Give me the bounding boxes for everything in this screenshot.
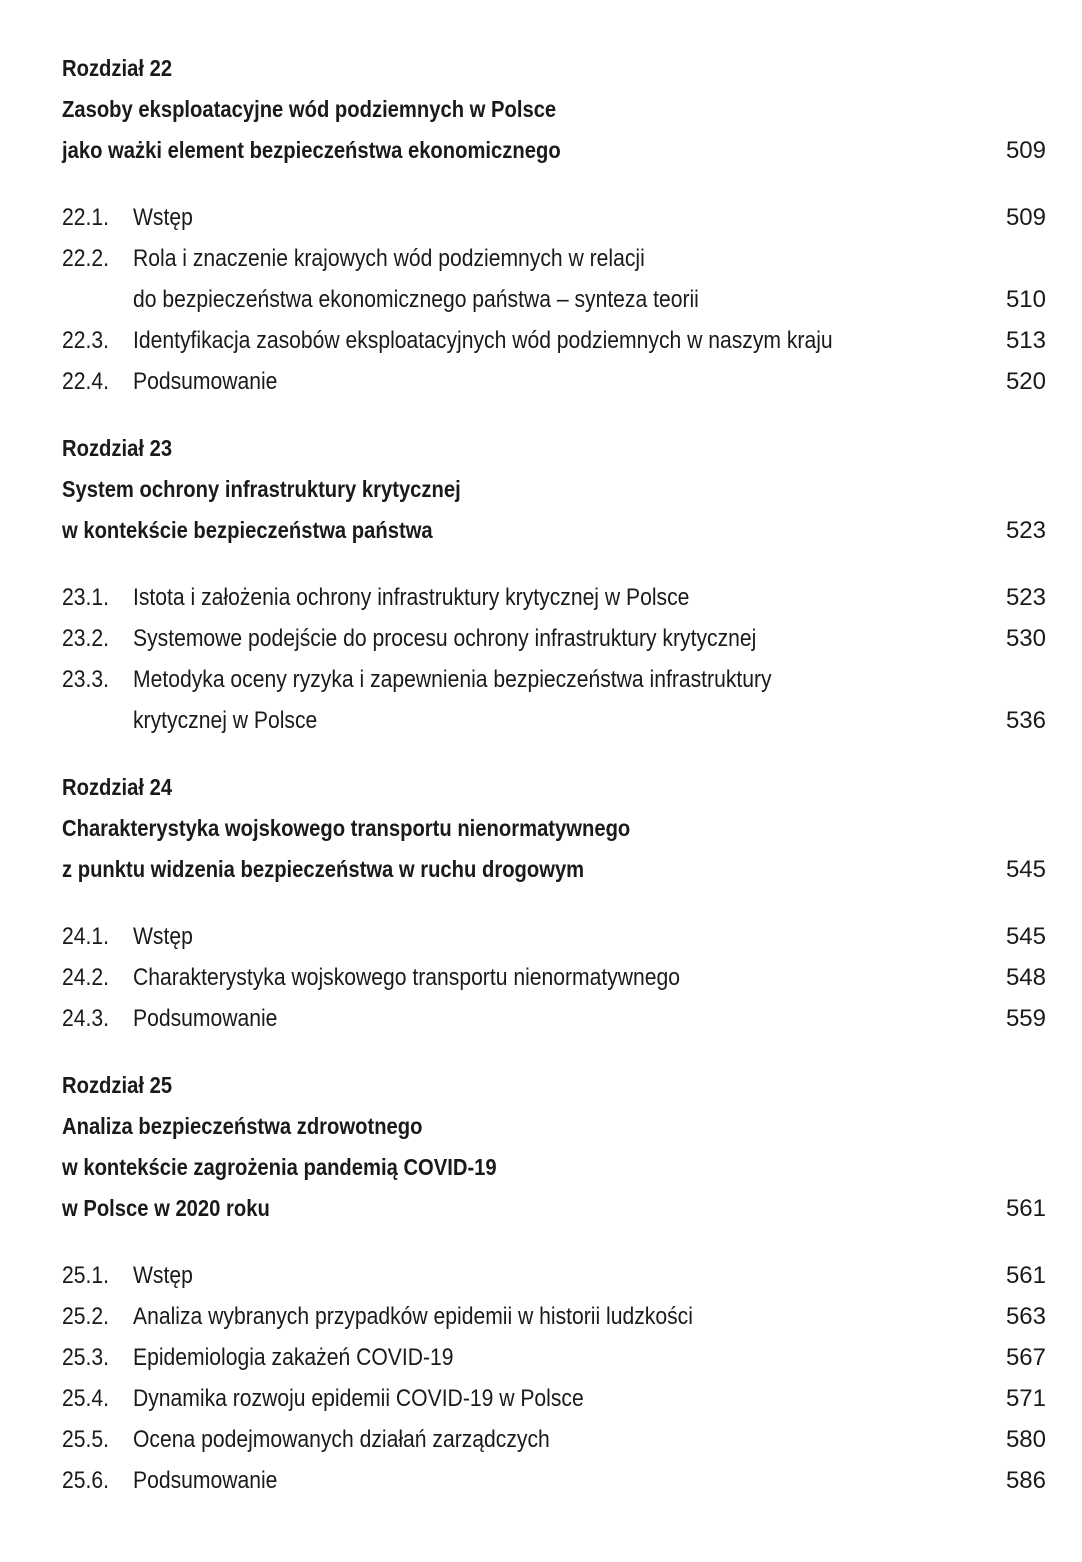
- section-page-number: 548: [1005, 964, 1046, 991]
- section-number: 25.3.: [62, 1344, 109, 1371]
- chapter-title-line: [62, 469, 1046, 510]
- section-title-text: Podsumowanie: [133, 368, 278, 395]
- chapter-title-text: jako ważki element bezpieczeństwa ekonomicznego: [62, 137, 561, 163]
- section-title-line: [62, 1460, 1046, 1501]
- section-number: 23.3.: [62, 666, 109, 693]
- section-page-number: 520: [1005, 368, 1046, 395]
- section-title-text: Rola i znaczenie krajowych wód podziemnych w relacji: [133, 245, 645, 272]
- chapter-title-text: w Polsce w 2020 roku: [62, 1195, 270, 1221]
- section-page-number: 536: [1005, 707, 1046, 734]
- toc-entry: [62, 1460, 1046, 1501]
- section-number: 24.2.: [62, 964, 109, 991]
- section-title-text: Podsumowanie: [133, 1005, 278, 1032]
- section-page-number: 523: [1005, 584, 1046, 611]
- toc-entry: [62, 320, 1046, 361]
- section-title-line: [62, 957, 1046, 998]
- chapter-page-number: 523: [1005, 517, 1046, 544]
- toc-entry: [62, 361, 1046, 402]
- toc-entry: [62, 659, 1046, 741]
- chapter-title-line: [62, 130, 1046, 171]
- section-title-text: Podsumowanie: [133, 1467, 278, 1494]
- section-page-number: 530: [1005, 625, 1046, 652]
- section-title-line: [62, 361, 1046, 402]
- section-number: 24.3.: [62, 1005, 109, 1032]
- section-page-number: 513: [1005, 327, 1046, 354]
- section-title-line: [62, 618, 1046, 659]
- toc-entry: [62, 618, 1046, 659]
- section-list: [62, 577, 1046, 741]
- chapter-title-text: Charakterystyka wojskowego transportu nienormatywnego: [62, 815, 631, 841]
- table-of-contents: [62, 48, 1046, 1527]
- chapter-title-line: [62, 1188, 1046, 1229]
- toc-entry: [62, 916, 1046, 957]
- section-number: 23.1.: [62, 584, 109, 611]
- section-title-text: Dynamika rozwoju epidemii COVID-19 w Polsce: [133, 1385, 584, 1412]
- section-title-line: [62, 1296, 1046, 1337]
- chapter-block: [62, 767, 1046, 1039]
- section-page-number: 580: [1005, 1426, 1046, 1453]
- section-title-line: [62, 279, 1046, 320]
- section-page-number: 559: [1005, 1005, 1046, 1032]
- chapter-label: Rozdział 25: [62, 1072, 173, 1098]
- chapter-block: [62, 48, 1046, 402]
- section-number: 22.1.: [62, 204, 109, 231]
- toc-entry: [62, 1337, 1046, 1378]
- section-number: 25.1.: [62, 1262, 109, 1289]
- section-number: 22.4.: [62, 368, 109, 395]
- chapter-title-line: [62, 849, 1046, 890]
- chapter-title-line: [62, 1106, 1046, 1147]
- chapter-title-line: [62, 1147, 1046, 1188]
- section-page-number: 510: [1005, 286, 1046, 313]
- chapter-page-number: 561: [1005, 1195, 1046, 1222]
- section-title-line: [62, 916, 1046, 957]
- section-number: 25.5.: [62, 1426, 109, 1453]
- toc-entry: [62, 1255, 1046, 1296]
- chapter-title-text: w kontekście zagrożenia pandemią COVID-19: [62, 1154, 497, 1180]
- section-title-line: [62, 998, 1046, 1039]
- section-number: 25.2.: [62, 1303, 109, 1330]
- section-title-line: [62, 659, 1046, 700]
- chapter-page-number: 509: [1005, 137, 1046, 164]
- section-title-line: [62, 197, 1046, 238]
- section-list: [62, 916, 1046, 1039]
- section-number: 22.2.: [62, 245, 109, 272]
- section-page-number: 561: [1005, 1262, 1046, 1289]
- section-number: 23.2.: [62, 625, 109, 652]
- section-title-text: Ocena podejmowanych działań zarządczych: [133, 1426, 550, 1453]
- section-number: 25.4.: [62, 1385, 109, 1412]
- section-title-line: [62, 700, 1046, 741]
- section-title-text: Identyfikacja zasobów eksploatacyjnych wód podziemnych w naszym kraju: [133, 327, 833, 354]
- section-list: [62, 1255, 1046, 1501]
- chapter-title-line: [62, 510, 1046, 551]
- chapter-label: Rozdział 22: [62, 55, 173, 81]
- section-title-line: [62, 1337, 1046, 1378]
- section-number: 22.3.: [62, 327, 109, 354]
- chapter-block: [62, 428, 1046, 741]
- section-title-line: [62, 577, 1046, 618]
- section-page-number: 563: [1005, 1303, 1046, 1330]
- section-page-number: 567: [1005, 1344, 1046, 1371]
- toc-entry: [62, 1296, 1046, 1337]
- section-page-number: 571: [1005, 1385, 1046, 1412]
- section-title-text: Wstęp: [133, 923, 193, 950]
- section-title-text: Metodyka oceny ryzyka i zapewnienia bezpieczeństwa infrastruktury: [133, 666, 772, 693]
- toc-entry: [62, 1419, 1046, 1460]
- chapter-title-line: [62, 89, 1046, 130]
- toc-entry: [62, 1378, 1046, 1419]
- chapter-page-number: 545: [1005, 856, 1046, 883]
- section-page-number: 586: [1005, 1467, 1046, 1494]
- section-title-text: Wstęp: [133, 1262, 193, 1289]
- section-list: [62, 197, 1046, 402]
- section-title-text: Analiza wybranych przypadków epidemii w historii ludzkości: [133, 1303, 693, 1330]
- chapter-title-text: System ochrony infrastruktury krytycznej: [62, 476, 461, 502]
- section-title-line: [62, 238, 1046, 279]
- section-title-text: Systemowe podejście do procesu ochrony infrastruktury krytycznej: [133, 625, 757, 652]
- section-number: 25.6.: [62, 1467, 109, 1494]
- chapter-title-text: z punktu widzenia bezpieczeństwa w ruchu drogowym: [62, 856, 585, 882]
- section-title-text: krytycznej w Polsce: [133, 707, 318, 734]
- toc-entry: [62, 577, 1046, 618]
- toc-entry: [62, 197, 1046, 238]
- section-title-line: [62, 1419, 1046, 1460]
- chapter-label: Rozdział 24: [62, 774, 173, 800]
- toc-entry: [62, 998, 1046, 1039]
- section-title-text: Istota i założenia ochrony infrastruktury krytycznej w Polsce: [133, 584, 690, 611]
- section-title-text: do bezpieczeństwa ekonomicznego państwa – synteza teorii: [133, 286, 699, 313]
- chapter-label-row: [62, 428, 1046, 469]
- chapter-block: [62, 1065, 1046, 1501]
- chapter-title-line: [62, 808, 1046, 849]
- section-page-number: 509: [1005, 204, 1046, 231]
- chapter-title-text: w kontekście bezpieczeństwa państwa: [62, 517, 433, 543]
- section-title-text: Charakterystyka wojskowego transportu nienormatywnego: [133, 964, 681, 991]
- chapter-title-text: Analiza bezpieczeństwa zdrowotnego: [62, 1113, 423, 1139]
- section-title-text: Wstęp: [133, 204, 193, 231]
- toc-entry: [62, 238, 1046, 320]
- section-title-text: Epidemiologia zakażeń COVID-19: [133, 1344, 454, 1371]
- section-title-line: [62, 1255, 1046, 1296]
- chapter-title-text: Zasoby eksploatacyjne wód podziemnych w Polsce: [62, 96, 557, 122]
- chapter-label: Rozdział 23: [62, 435, 173, 461]
- chapter-label-row: [62, 767, 1046, 808]
- chapter-label-row: [62, 1065, 1046, 1106]
- section-title-line: [62, 1378, 1046, 1419]
- toc-entry: [62, 957, 1046, 998]
- section-page-number: 545: [1005, 923, 1046, 950]
- chapter-label-row: [62, 48, 1046, 89]
- section-number: 24.1.: [62, 923, 109, 950]
- section-title-line: [62, 320, 1046, 361]
